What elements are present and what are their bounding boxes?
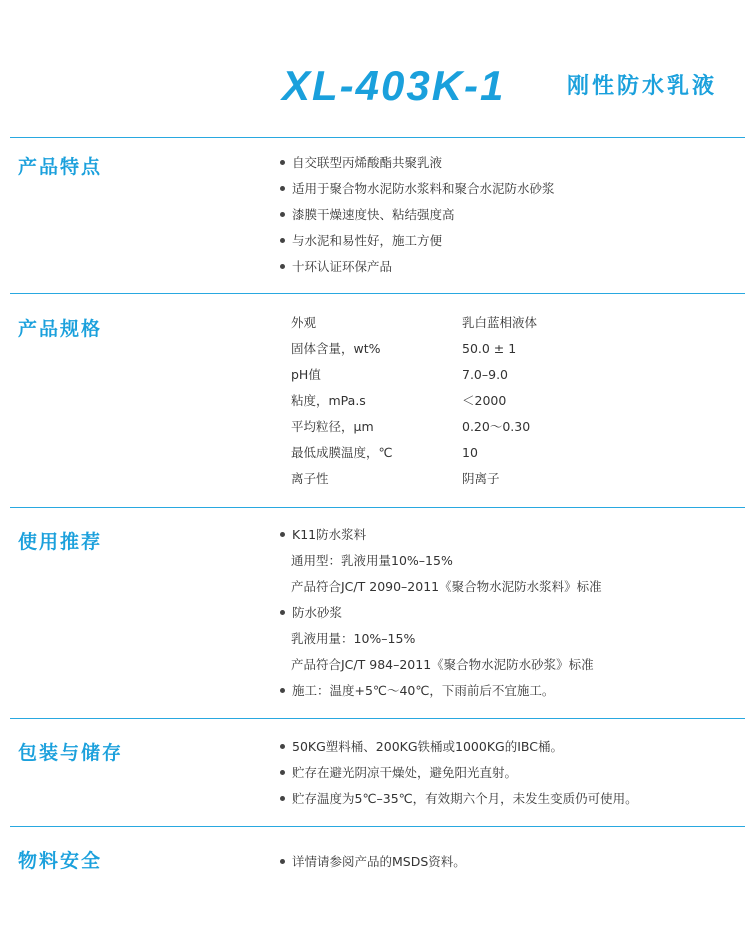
section-title-usage: 使用推荐	[18, 531, 103, 553]
section-title-safety: 物料安全	[18, 850, 103, 872]
spec-label: 离子性	[291, 471, 329, 486]
list-item-detail: 通用型：乳液用量10%–15%	[291, 553, 453, 568]
bullet-icon	[280, 160, 285, 165]
list-item: 50KG塑料桶、200KG铁桶或1000KG的IBC桶。	[280, 737, 563, 757]
spec-value: ＜2000	[462, 393, 507, 408]
list-item-detail: 产品符合JC/T 2090–2011《聚合物水泥防水浆料》标准	[291, 579, 602, 594]
list-item: 贮存在避光阴凉干燥处，避免阳光直射。	[280, 763, 517, 783]
bullet-icon	[280, 859, 285, 864]
spec-label: 粘度，mPa.s	[291, 393, 366, 408]
spec-value: 50.0 ± 1	[462, 341, 517, 356]
section-title-features: 产品特点	[18, 156, 103, 178]
header	[282, 62, 750, 112]
list-item-detail: 产品符合JC/T 984–2011《聚合物水泥防水砂浆》标准	[291, 657, 594, 672]
spec-value: 7.0–9.0	[462, 367, 509, 382]
product-model-title: XL-403K-1	[282, 62, 506, 109]
divider	[10, 137, 745, 138]
divider	[10, 507, 745, 508]
spec-value: 阴离子	[462, 471, 500, 486]
bullet-icon	[280, 796, 285, 801]
spec-label: pH值	[291, 367, 321, 382]
spec-value: 0.20～0.30	[462, 419, 531, 434]
spec-label: 固体含量，wt%	[291, 341, 381, 356]
spec-value: 乳白蓝相液体	[462, 315, 538, 330]
list-item-detail: 乳液用量：10%–15%	[291, 631, 416, 646]
list-item: 防水砂浆	[280, 603, 342, 623]
spec-label: 外观	[291, 315, 317, 330]
bullet-icon	[280, 186, 285, 191]
divider	[10, 293, 745, 294]
bullet-icon	[280, 238, 285, 243]
list-item: 贮存温度为5℃–35℃，有效期六个月，未发生变质仍可使用。	[280, 789, 638, 809]
bullet-icon	[280, 610, 285, 615]
spec-value: 10	[462, 445, 478, 460]
spec-label: 平均粒径，μm	[291, 419, 374, 434]
bullet-icon	[280, 264, 285, 269]
bullet-icon	[280, 744, 285, 749]
list-item: 自交联型丙烯酸酯共聚乳液	[280, 153, 442, 173]
list-item: 详情请参阅产品的MSDS资料。	[280, 852, 466, 872]
product-subtitle: 刚性防水乳液	[567, 74, 718, 99]
list-item: K11防水浆料	[280, 525, 366, 545]
list-item: 施工：温度+5℃～40℃，下雨前后不宜施工。	[280, 681, 554, 701]
list-item: 适用于聚合物水泥防水浆料和聚合水泥防水砂浆	[280, 179, 555, 199]
section-title-packaging: 包装与储存	[18, 742, 124, 764]
section-title-specs: 产品规格	[18, 318, 103, 340]
divider	[10, 826, 745, 827]
bullet-icon	[280, 212, 285, 217]
list-item: 漆膜干燥速度快、粘结强度高	[280, 205, 455, 225]
spec-label: 最低成膜温度，℃	[291, 445, 393, 460]
divider	[10, 718, 745, 719]
bullet-icon	[280, 770, 285, 775]
list-item: 与水泥和易性好，施工方便	[280, 231, 442, 251]
bullet-icon	[280, 532, 285, 537]
bullet-icon	[280, 688, 285, 693]
list-item: 十环认证环保产品	[280, 257, 392, 277]
